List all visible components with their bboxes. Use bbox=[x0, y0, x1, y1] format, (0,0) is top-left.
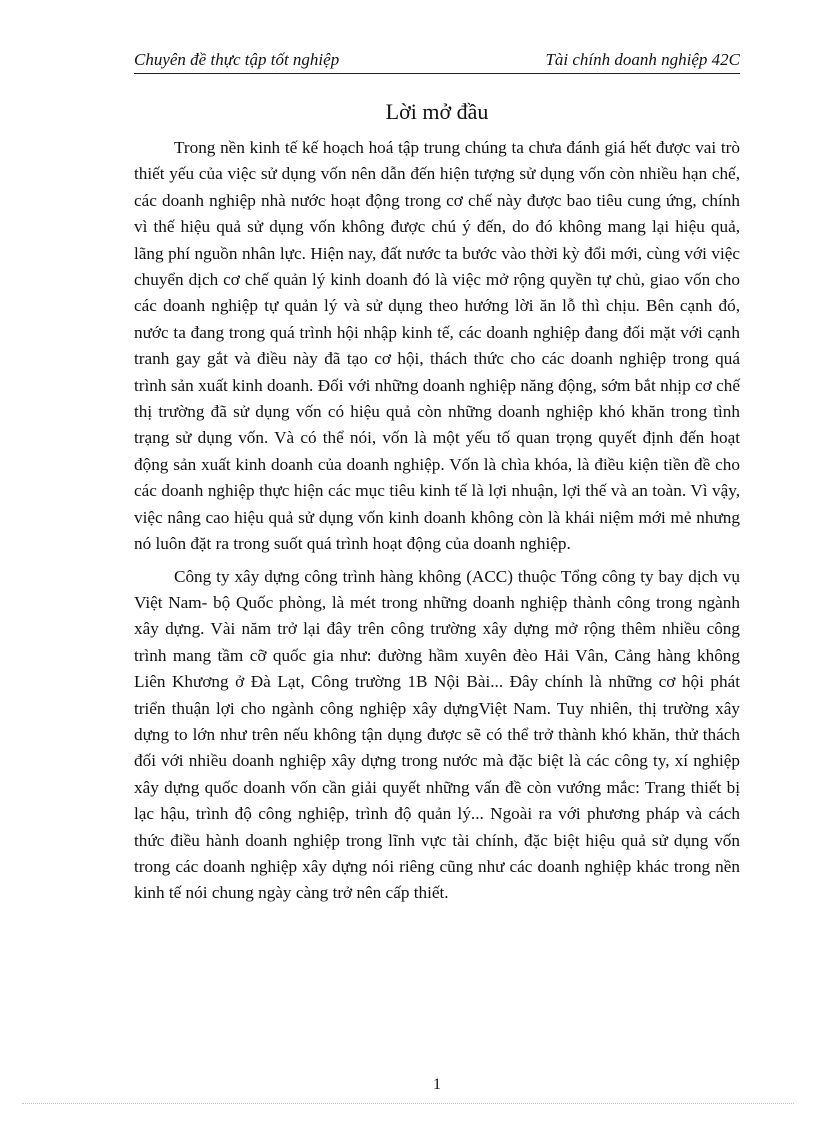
page-number: 1 bbox=[433, 1076, 441, 1093]
bottom-divider bbox=[22, 1103, 794, 1104]
section-title: Lời mở đầu bbox=[385, 99, 489, 124]
paragraph: Công ty xây dựng công trình hàng không (ACC) thuộc Tổng công ty bay dịch vụ Việt Nam- bộ Quốc phòng, là mét trong những doanh nghiệp thành công trong ngành xây dựng. Vài năm trở lại đây trên công trường xây dựng mở rộng thêm nhiều công trình mang tầm cỡ quốc gia như: đường hầm xuyên đèo Hải Vân, Cảng hàng không Liên Khương ở Đà Lạt, Công trường 1B Nội Bài... Đây chính là những cơ hội phát triển thuận lợi cho ngành công nghiệp xây dựngViệt Nam. Tuy nhiên, thị trường xây dựng to lớn như trên nếu không tận dụng được sẽ có thể trở thành khó khăn, thử thách đối với nhiều doanh nghiệp xây dựng trong nước mà đặc biệt là các công ty, xí nghiệp xây dựng quốc doanh vốn cần giải quyết những vấn đề còn vướng mắc: Trang thiết bị lạc hậu, trình độ công nghiệp, trình độ quản lý... Ngoài ra với phương pháp và cách thức điều hành doanh nghiệp trong lĩnh vực tài chính, đặc biệt hiệu quả sử dụng vốn trong các doanh nghiệp xây dựng nói riêng cũng như các doanh nghiệp khác trong nền kinh tế nói chung ngày càng trở nên cấp thiết. bbox=[134, 566, 740, 903]
running-header bbox=[134, 49, 740, 74]
body-text bbox=[134, 135, 740, 913]
paragraph: Trong nền kinh tế kế hoạch hoá tập trung chúng ta chưa đánh giá hết được vai trò thiết yếu của việc sử dụng vốn nên dẫn đến hiện tượng sử dụng vốn còn nhiều hạn chế, các doanh nghiệp nhà nước hoạt động trong cơ chế này được bao tiêu cung ứng, chính vì thế hiệu quả sử dụng vốn không được chú ý đến, do đó không mang lại hiệu quả, lãng phí nguồn nhân lực. Hiện nay, đất nước ta bước vào thời kỳ đổi mới, cùng với việc chuyển dịch cơ chế quản lý kinh doanh đó là việc mở rộng quyền tự chủ, giao vốn cho các doanh nghiệp tự quản lý và sử dụng theo hướng lời ăn lỗ thì chịu. Bên cạnh đó, nước ta đang trong quá trình hội nhập kinh tế, các doanh nghiệp đang đối mặt với cạnh tranh gay gắt và điều này đã tạo cơ hội, thách thức cho các doanh nghiệp trong quá trình sản xuất kinh doanh. Đối với những doanh nghiệp năng động, sớm bắt nhịp cơ chế thị trường đã sử dụng vốn có hiệu quả còn những doanh nghiệp khó khăn trong tình trạng sử dụng vốn. Và có thể nói, vốn là một yếu tố quan trọng quyết định đến hoạt động sản xuất kinh doanh của doanh nghiệp. Vốn là chìa khóa, là điều kiện tiền đề cho các doanh nghiệp thực hiện các mục tiêu kinh tế là lợi nhuận, lợi thế và an toàn. Vì vậy, việc nâng cao hiệu quả sử dụng vốn kinh doanh không còn là khái niệm mới mẻ nhưng nó luôn đặt ra trong suốt quá trình hoạt động của doanh nghiệp. bbox=[134, 138, 740, 554]
header-right-text: Tài chính doanh nghiệp 42C bbox=[545, 50, 740, 69]
header-left-text: Chuyên đề thực tập tốt nghiệp bbox=[134, 50, 340, 69]
